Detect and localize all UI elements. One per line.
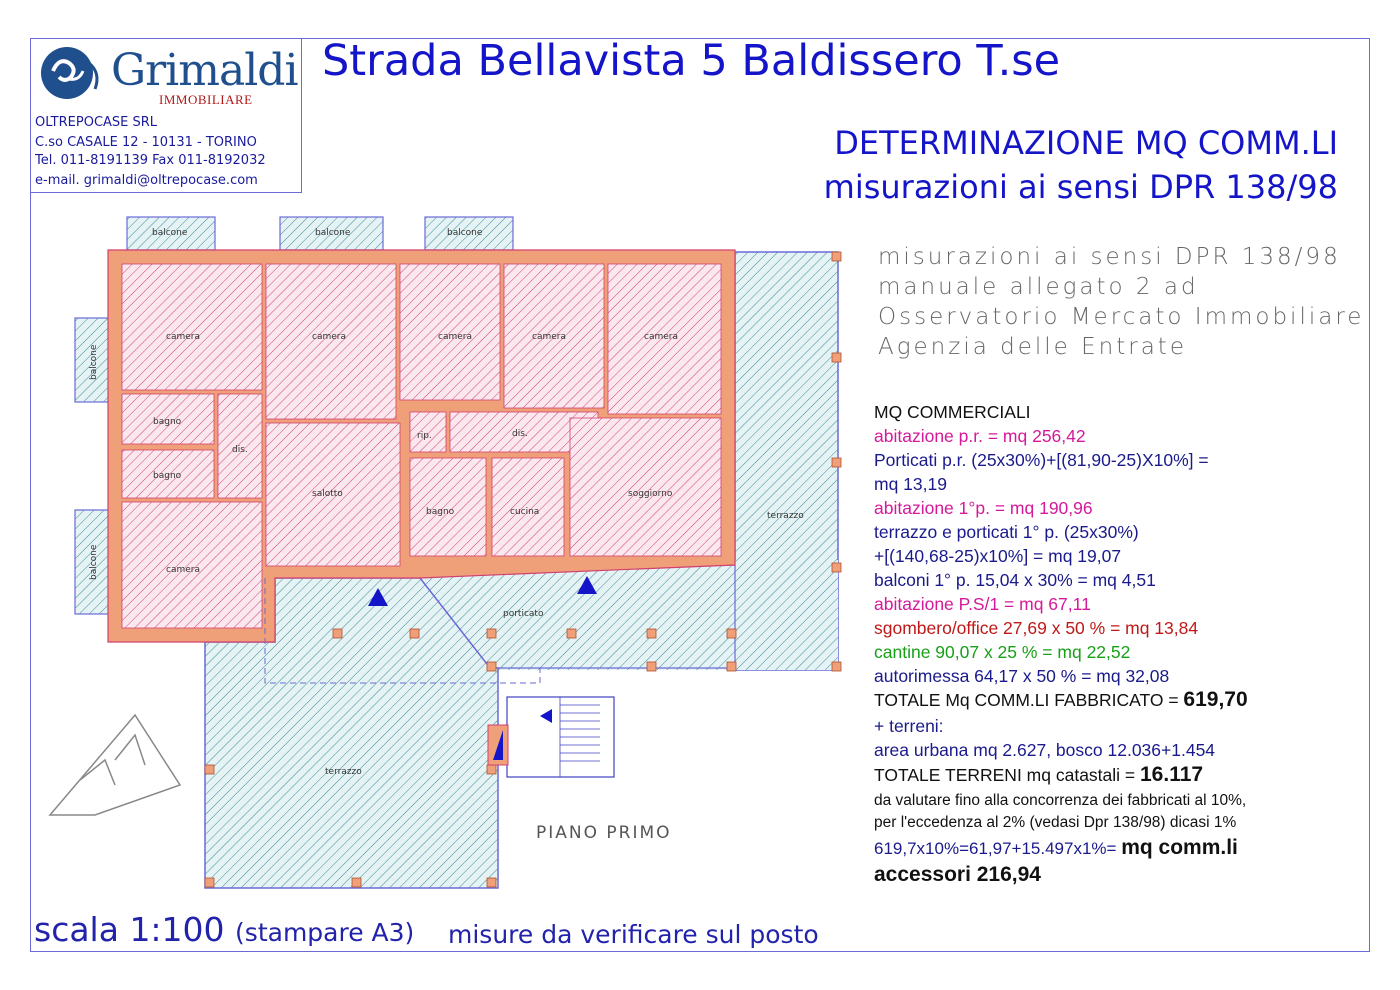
company-name: OLTREPOCASE SRL <box>35 115 158 130</box>
heading-dpr: misurazioni ai sensi DPR 138/98 <box>823 168 1338 206</box>
verify-note: misure da verificare sul posto <box>448 920 819 949</box>
room-label: salotto <box>312 489 343 499</box>
calc-line: sgombero/office 27,69 x 50 % = mq 13,84 <box>874 618 1199 638</box>
note-line-1: da valutare fino alla concorrenza dei fabbricati al 10%, <box>874 792 1247 809</box>
room-label: bagno <box>153 417 182 427</box>
total-land-label: TOTALE TERRENI mq catastali = <box>874 765 1140 785</box>
company-address: C.so CASALE 12 - 10131 - TORINO <box>35 135 257 150</box>
orientation-logo-icon <box>50 715 180 815</box>
room-label: balcone <box>447 228 483 238</box>
floor-label: PIANO PRIMO <box>536 823 672 843</box>
note-line-2: per l'eccedenza al 2% (vedasi Dpr 138/98) dicasi 1% <box>874 814 1237 831</box>
accessori-total: accessori 216,94 <box>874 863 1041 886</box>
land-detail: area urbana mq 2.627, bosco 12.036+1.454 <box>874 740 1216 760</box>
reference-line-4: Agenzia delle Entrate <box>878 334 1187 360</box>
calc-line: mq 13,19 <box>874 474 947 494</box>
room-label: camera <box>166 332 200 342</box>
room-label: bagno <box>153 471 182 481</box>
room-label: dis. <box>232 445 248 455</box>
land-label: + terreni: <box>874 716 944 736</box>
agency-name: Grimaldi <box>111 45 298 96</box>
calc-header: MQ COMMERCIALI <box>874 402 1031 422</box>
room-label: balcone <box>315 228 351 238</box>
room-label: camera <box>532 332 566 342</box>
room-label: rip. <box>417 431 432 441</box>
room-label: soggiorno <box>628 489 673 499</box>
company-phone: Tel. 011-8191139 Fax 011-8192032 <box>35 153 266 168</box>
calc-line: abitazione 1°p. = mq 190,96 <box>874 498 1093 518</box>
room-label: terrazzo <box>767 511 804 521</box>
total-building-value: 619,70 <box>1183 688 1248 711</box>
company-email: e-mail. grimaldi@oltrepocase.com <box>35 173 258 188</box>
scale-value: scala 1:100 <box>34 910 225 949</box>
room-label: camera <box>312 332 346 342</box>
reference-line-2: manuale allegato 2 ad <box>878 274 1199 300</box>
calc-line: Porticati p.r. (25x30%)+[(81,90-25)X10%] = <box>874 450 1209 470</box>
room-label: cucina <box>510 507 540 517</box>
room-label: camera <box>166 565 200 575</box>
room-label: balcone <box>89 544 99 580</box>
calc-line: autorimessa 64,17 x 50 % = mq 32,08 <box>874 666 1170 686</box>
room-label: terrazzo <box>325 767 362 777</box>
room-label: balcone <box>89 344 99 380</box>
room-soggiorno <box>570 418 721 556</box>
scale-note: (stampare A3) <box>235 918 415 947</box>
calc-line: +[(140,68-25)x10%] = mq 19,07 <box>874 546 1122 566</box>
reference-line-1: misurazioni ai sensi DPR 138/98 <box>878 244 1341 270</box>
room-label: porticato <box>503 609 544 619</box>
calc-line: cantine 90,07 x 25 % = mq 22,52 <box>874 642 1131 662</box>
room-camera-1 <box>122 264 262 390</box>
calc-line: abitazione P.S/1 = mq 67,11 <box>874 594 1091 614</box>
room-label: balcone <box>152 228 188 238</box>
property-address-title: Strada Bellavista 5 Baldissero T.se <box>322 36 1061 86</box>
agency-subtitle: IMMOBILIARE <box>159 92 253 107</box>
room-label: dis. <box>512 429 528 439</box>
heading-determination: DETERMINAZIONE MQ COMM.LI <box>834 124 1338 162</box>
calc-line: terrazzo e porticati 1° p. (25x30%) <box>874 522 1139 542</box>
calc-line: abitazione p.r. = mq 256,42 <box>874 426 1086 446</box>
room-label: camera <box>644 332 678 342</box>
room-label: camera <box>438 332 472 342</box>
total-land-value: 16.117 <box>1140 763 1204 786</box>
formula-text: 619,7x10%=61,97+15.497x1%= <box>874 839 1122 858</box>
room-label: bagno <box>426 507 455 517</box>
total-building-label: TOTALE Mq COMM.LI FABBRICATO = <box>874 690 1184 710</box>
reference-line-3: Osservatorio Mercato Immobiliare <box>878 304 1365 330</box>
formula-unit: mq comm.li <box>1121 836 1238 859</box>
calc-line: balconi 1° p. 15,04 x 30% = mq 4,51 <box>874 570 1156 590</box>
